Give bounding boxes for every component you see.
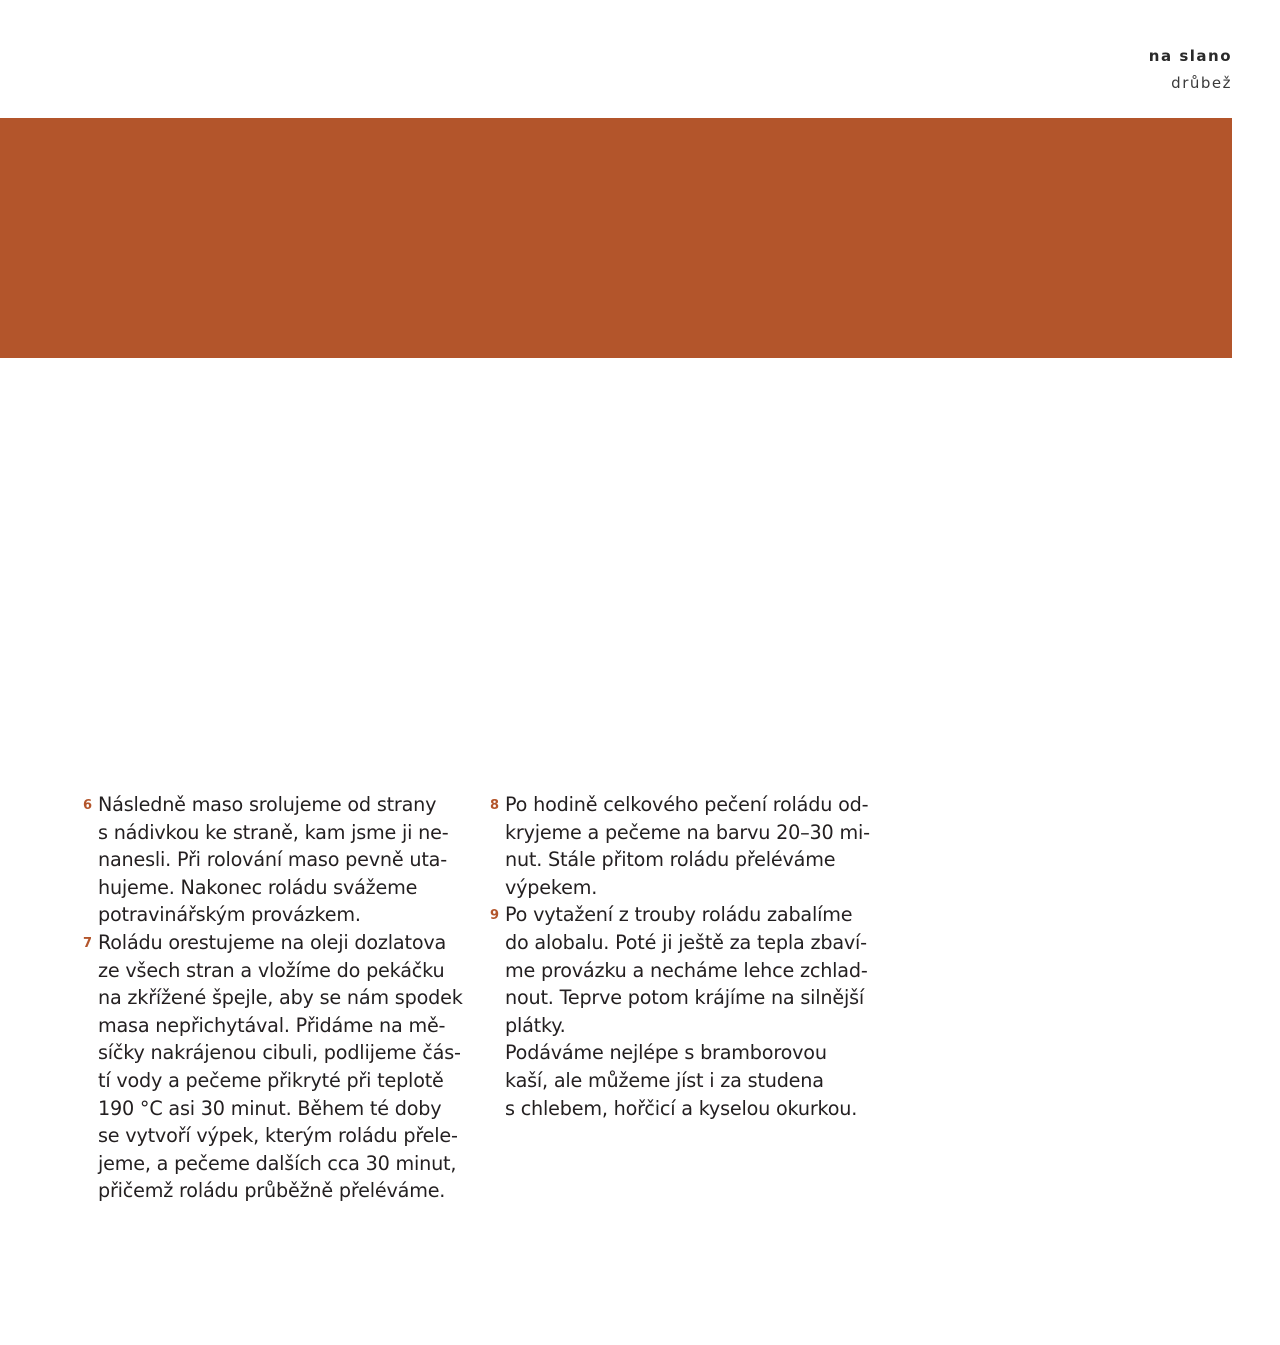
step-text: Následně maso srolujeme od strany s nádivkou ke straně, kam jsme ji ne- nanesli. Při rolování maso pevně uta- hujeme. Nakonec roládu svážeme potravinářským provázkem. — [98, 793, 449, 927]
step-text: Po vytažení z trouby roládu zabalíme do alobalu. Poté ji ještě za tepla zbaví- me provázku a necháme lehce zchlad- nout. Teprve potom krájíme na silnější plátky. — [505, 903, 868, 1037]
step-text: Roládu orestujeme na oleji dozlatova ze všech stran a vložíme do pekáčku na zkřížené špejle, aby se nám spodek masa nepřichytával. Přidáme na mě- síčky nakrájenou cibuli, podlijeme čás- tí vody a pečeme přikryté při teplotě 190 °C asi 30 minut. Během té doby se vytvoří výpek, kterým roládu přele- jeme, a pečeme dalších cca 30 minut, přičemž roládu průběžně přeléváme. — [98, 930, 463, 1203]
page-header — [1149, 43, 1232, 97]
recipe-step — [490, 901, 895, 1039]
step-number: 8 — [490, 798, 499, 813]
subsection-title: drůbež — [1171, 74, 1232, 92]
step-number: 7 — [83, 935, 92, 951]
photo-placeholder-band — [0, 118, 1232, 358]
recipe-step — [83, 791, 488, 929]
recipe-steps-left — [83, 791, 488, 1205]
recipe-step — [490, 791, 895, 901]
serving-note: Podáváme nejlépe s bramborovou kaší, ale můžeme jíst i za studena s chlebem, hořčicí a kyselou okurkou. — [505, 1041, 858, 1120]
recipe-step — [83, 929, 488, 1205]
step-number: 9 — [490, 908, 499, 924]
section-title: na slano — [1148, 47, 1232, 65]
step-number: 6 — [83, 798, 92, 813]
step-text: Po hodině celkového pečení roládu od- kryjeme a pečeme na barvu 20–30 mi- nut. Stále přitom roládu přeléváme výpekem. — [505, 793, 870, 899]
recipe-steps-right — [490, 791, 895, 1122]
